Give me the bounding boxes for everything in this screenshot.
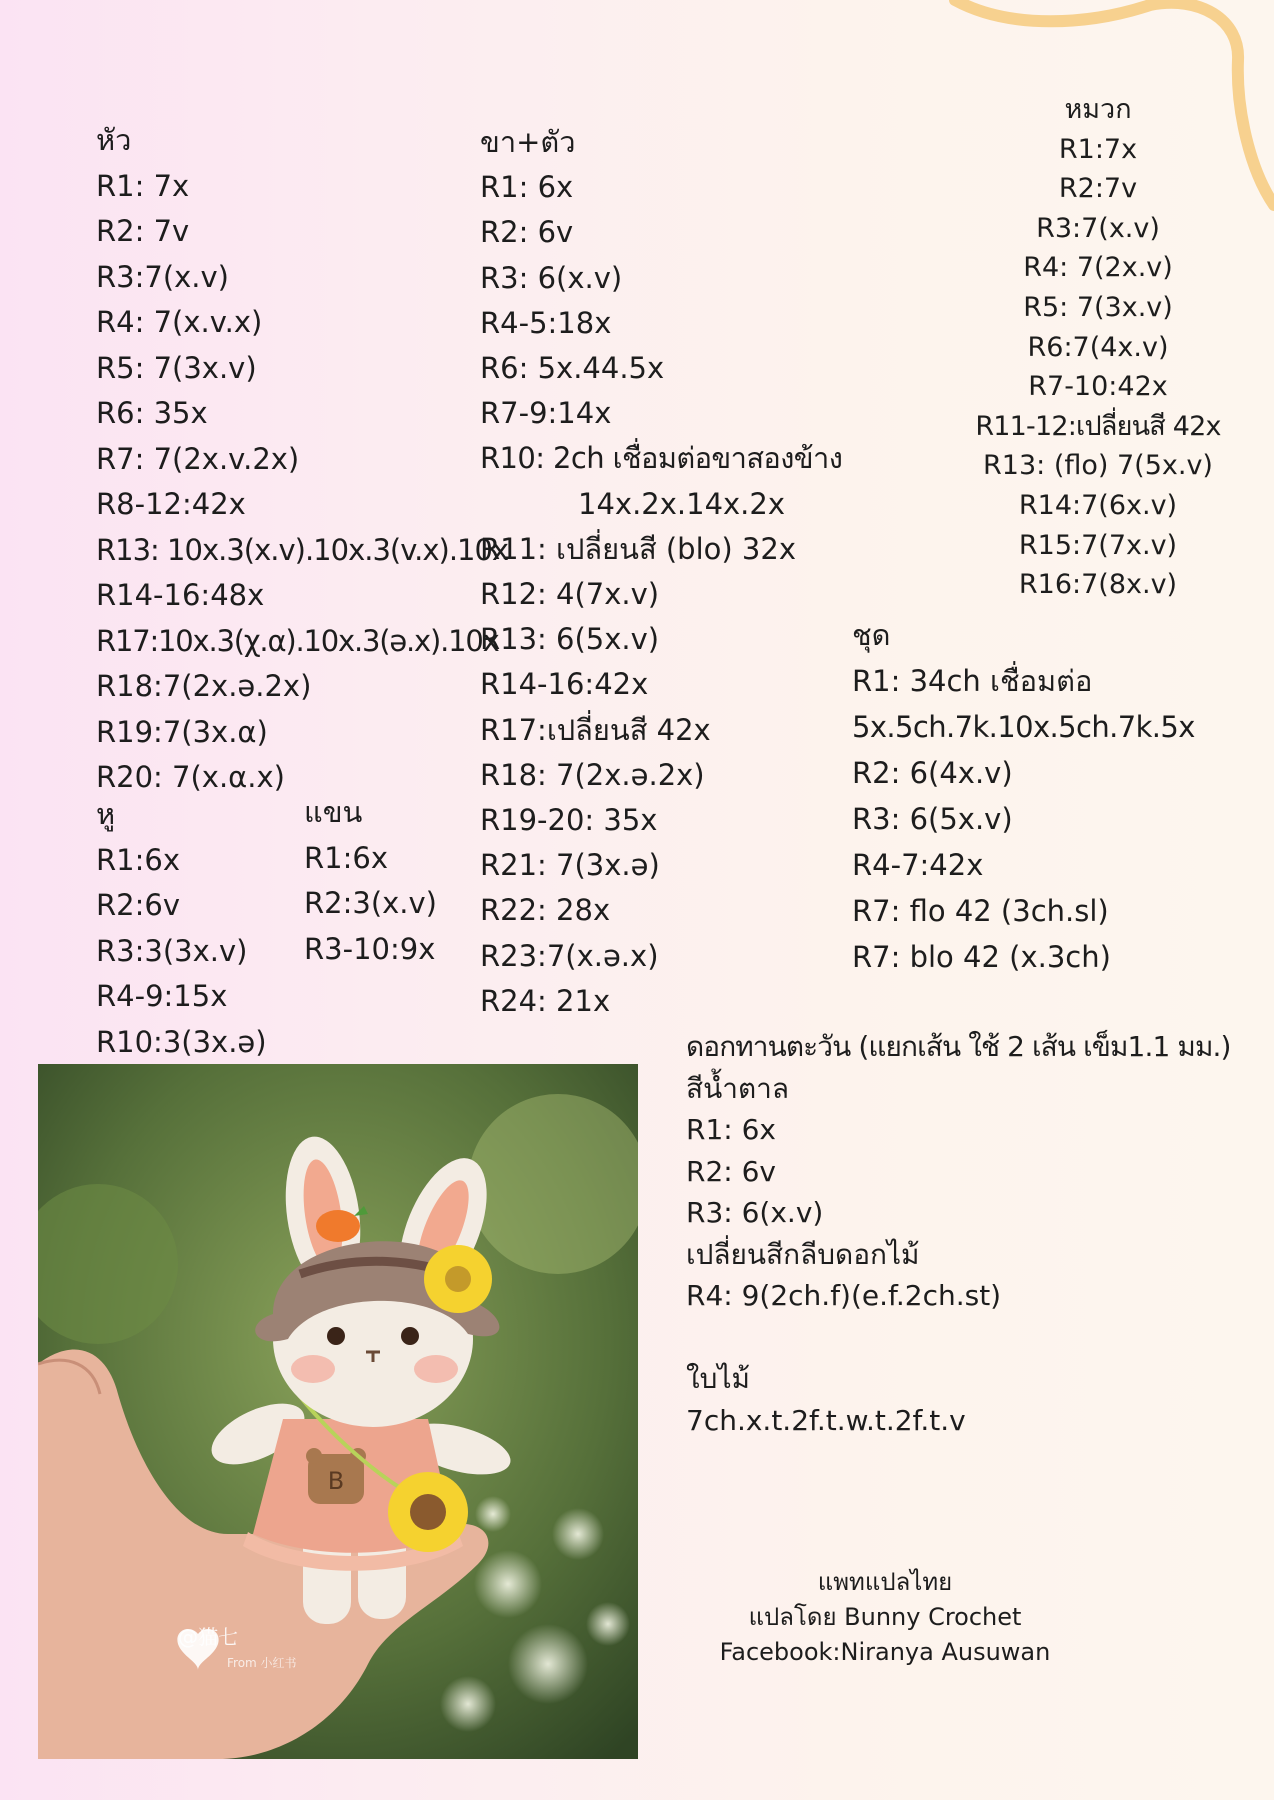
hat-row: R16:7(8x.v) <box>1018 569 1178 601</box>
sunflower-row: R1: 6x <box>686 1113 776 1146</box>
credits <box>660 1565 1110 1670</box>
hat-row: R3:7(x.v) <box>1036 212 1160 244</box>
head-row: R2: 7v <box>96 214 190 248</box>
hat-row: R11-12:เปลี่ยนสี 42x <box>975 410 1221 442</box>
suit-pattern-section <box>852 612 1195 980</box>
arm-title: แขน <box>304 795 363 829</box>
sunflower-row: R4: 9(2ch.f)(e.f.2ch.st) <box>686 1279 1002 1312</box>
hat-row: R6:7(4x.v) <box>1027 331 1169 363</box>
suit-row: R3: 6(5x.v) <box>852 802 1013 836</box>
legs-body-row: R18: 7(2x.ə.2x) <box>480 757 705 792</box>
ear-title: หู <box>96 797 116 831</box>
legs-body-row: R6: 5x.44.5x <box>480 351 665 386</box>
legs-body-row: R10: 2ch เชื่อมต่อขาสองข้าง <box>480 441 843 476</box>
legs-body-row: R23:7(x.ə.x) <box>480 938 659 973</box>
hat-row: R15:7(7x.v) <box>1018 529 1178 561</box>
suit-row: 5x.5ch.7k.10x.5ch.7k.5x <box>852 710 1195 744</box>
hat-title: หมวก <box>1064 94 1132 125</box>
head-row: R19:7(3x.α) <box>96 714 268 749</box>
legs-body-row: R3: 6(x.v) <box>480 260 623 295</box>
arm-row: R1:6x <box>304 840 388 875</box>
head-row: R5: 7(3x.v) <box>96 350 257 385</box>
photo-watermark: @猫七 <box>178 1625 238 1649</box>
credit-line: แพทแปลไทย <box>817 1568 953 1596</box>
legs-body-row: R1: 6x <box>480 170 574 205</box>
suit-row: R2: 6(4x.v) <box>852 756 1013 790</box>
hat-row: R7-10:42x <box>1028 371 1168 403</box>
legs-body-row: R21: 7(3x.ə) <box>480 848 660 883</box>
badge-letter: B <box>327 1467 345 1495</box>
head-row: R18:7(2x.ə.2x) <box>96 669 312 703</box>
legs-body-row: R13: 6(5x.v) <box>480 622 660 657</box>
head-row: R17:10x.3(χ.α).10x.3(ə.x).10x <box>96 623 499 658</box>
leaf-row: 7ch.x.t.2f.t.w.t.2f.t.v <box>686 1403 966 1437</box>
head-row: R3:7(x.v) <box>96 259 229 294</box>
suit-title: ชุด <box>852 618 891 652</box>
arm-pattern-section <box>304 790 437 972</box>
arm-row: R2:3(x.v) <box>304 886 437 920</box>
hat-row: R1:7x <box>1058 133 1138 165</box>
suit-row: R1: 34ch เชื่อมต่อ <box>852 664 1093 698</box>
hat-row: R2:7v <box>1058 173 1138 205</box>
hat-row: R5: 7(3x.v) <box>1023 291 1173 323</box>
head-row: R7: 7(2x.v.2x) <box>96 441 300 476</box>
ear-row: R4-9:15x <box>96 979 228 1013</box>
legs-body-row: R11: เปลี่ยนสี (blo) 32x <box>480 531 796 566</box>
ear-row: R10:3(3x.ə) <box>96 1024 267 1059</box>
legs-body-row: R7-9:14x <box>480 396 612 431</box>
head-row: R4: 7(x.v.x) <box>96 305 263 339</box>
head-row: R20: 7(x.α.x) <box>96 760 285 794</box>
head-row: R14-16:48x <box>96 578 265 612</box>
head-row: R13: 10x.3(x.v).10x.3(v.x).10x <box>96 532 509 567</box>
legs-body-row: R14-16:42x <box>480 667 649 702</box>
legs-body-row: R22: 28x <box>480 893 611 928</box>
head-title: หัว <box>96 123 132 157</box>
hat-pattern-section <box>948 90 1248 605</box>
legs-body-row: R12: 4(7x.v) <box>480 577 660 612</box>
suit-row: R7: flo 42 (3ch.sl) <box>852 894 1109 928</box>
sunflower-row <box>686 1317 1231 1359</box>
sunflower-pattern-section <box>686 1026 1231 1441</box>
photo-watermark-source: From 小红书 <box>227 1656 297 1670</box>
credit-line: แปลโดย Bunny Crochet <box>748 1603 1022 1631</box>
legs-body-row: R2: 6v <box>480 215 574 250</box>
ear-row: R1:6x <box>96 842 180 877</box>
sunflower-row: R2: 6v <box>686 1154 776 1188</box>
head-row: R1: 7x <box>96 168 190 203</box>
credit-line: Facebook:Niranya Ausuwan <box>719 1638 1051 1666</box>
ear-row: R3:3(3x.v) <box>96 933 248 968</box>
suit-row: R4-7:42x <box>852 848 984 882</box>
sunflower-row: เปลี่ยนสีกลีบดอกไม้ <box>686 1237 920 1271</box>
ear-pattern-section <box>96 792 267 1065</box>
legs-body-row: R4-5:18x <box>480 305 612 340</box>
head-row: R6: 35x <box>96 396 208 430</box>
hat-row: R13: (flo) 7(5x.v) <box>983 450 1213 482</box>
hat-row: R4: 7(2x.v) <box>1023 252 1173 284</box>
legs-body-row: R19-20: 35x <box>480 803 658 838</box>
ear-row: R2:6v <box>96 888 180 922</box>
legs-body-row: 14x.2x.14x.2x <box>578 486 786 521</box>
head-row: R8-12:42x <box>96 487 246 521</box>
hat-row: R14:7(6x.v) <box>1018 489 1178 521</box>
head-pattern-section <box>96 118 508 801</box>
legs-body-pattern-section <box>480 120 842 1024</box>
sunflower-title: ดอกทานตะวัน (แยกเส้น ใช้ 2 เส้น เข็ม1.1 มม.) <box>686 1030 1231 1063</box>
legs-body-title: ขา+ตัว <box>480 125 576 159</box>
bunny-photo <box>38 1064 638 1759</box>
leaf-title: ใบไม้ <box>686 1362 750 1395</box>
arm-row: R3-10:9x <box>304 931 436 966</box>
sunflower-row: สีน้ำตาล <box>686 1071 790 1105</box>
sunflower-row: R3: 6(x.v) <box>686 1196 824 1229</box>
legs-body-row: R24: 21x <box>480 983 611 1018</box>
legs-body-row: R17:เปลี่ยนสี 42x <box>480 712 711 747</box>
suit-row: R7: blo 42 (x.3ch) <box>852 940 1111 974</box>
